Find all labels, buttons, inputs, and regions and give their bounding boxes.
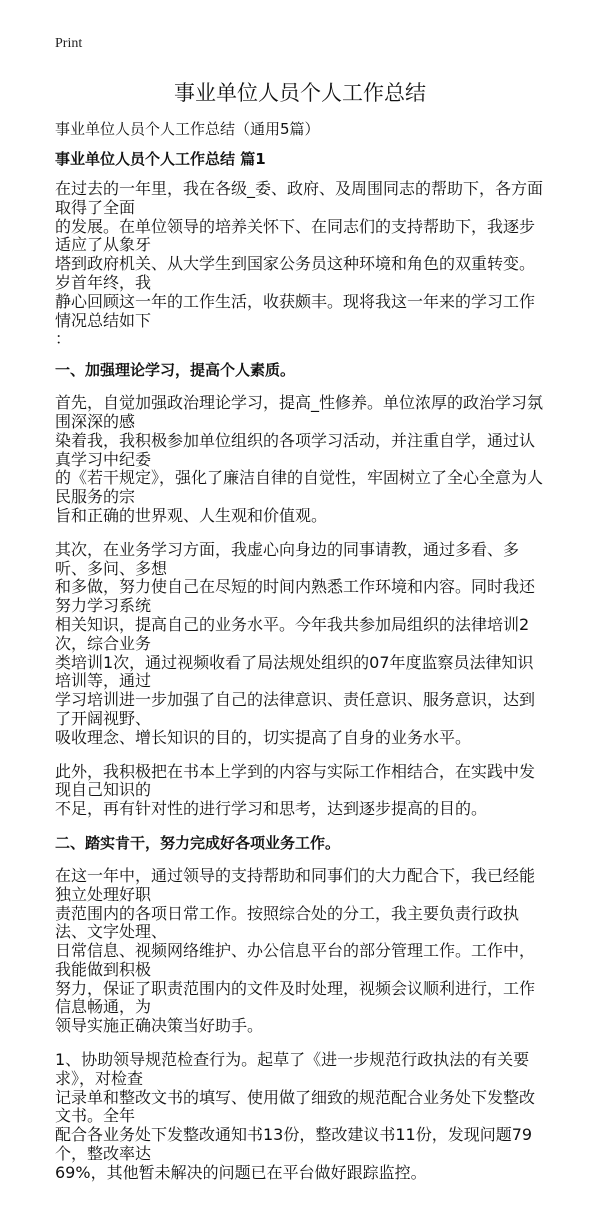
paragraph-line: 在过去的一年里，我在各级_委、政府、及周围同志的帮助下，各方面取得了全面 xyxy=(55,179,544,217)
document-subtitle: 事业单位人员个人工作总结（通用5篇） xyxy=(55,120,320,138)
paragraph xyxy=(55,180,548,349)
paragraph xyxy=(55,394,548,526)
article-heading: 事业单位人员个人工作总结 篇1 xyxy=(55,150,266,168)
paragraph-line: 的发展。在单位领导的培养关怀下、在同志们的支持帮助下，我逐步适应了从象牙 xyxy=(55,216,536,255)
paragraph-line: 的《若干规定》，强化了廉洁自律的自觉性，牢固树立了全心全意为人民服务的宗 xyxy=(55,468,544,507)
paragraph-line: 在这一年中，通过领导的支持帮助和同事们的大力配合下，我已经能独立处理好职 xyxy=(55,865,536,904)
paragraph-line: 首先，自觉加强政治理论学习，提高_性修养。单位浓厚的政治学习氛围深深的感 xyxy=(55,393,544,431)
paragraph-line: 相关知识，提高自己的业务水平。今年我共参加局组织的法律培训2次，综合业务 xyxy=(55,614,530,653)
paragraph-line: 领导实施正确决策当好助手。 xyxy=(55,1016,264,1036)
paragraph xyxy=(55,867,548,1036)
paragraph-line: 配合各业务处下发整改通知书13份，整改建议书11份，发现问题79个，整改率达 xyxy=(55,1125,533,1164)
paragraph-line: 染着我，我积极参加单位组织的各项学习活动，并注重自学，通过认真学习中纪委 xyxy=(55,430,536,469)
paragraph-line: 旨和正确的世界观、人生观和价值观。 xyxy=(55,505,328,525)
paragraph xyxy=(55,1051,548,1183)
section-heading: 一、加强理论学习，提高个人素质。 xyxy=(55,361,296,380)
paragraph-line: 其次，在业务学习方面，我虚心向身边的同事请教，通过多看、多听、多问、多想 xyxy=(55,539,520,578)
paragraph-line: 类培训1次，通过视频收看了局法规处组织的07年度监察员法律知识培训等，通过 xyxy=(55,652,534,691)
paragraph-line: 日常信息、视频网络维护、办公信息平台的部分管理工作。工作中，我能做到积极 xyxy=(55,941,536,979)
paragraph-line: ： xyxy=(55,329,72,349)
paragraph xyxy=(55,541,548,748)
paragraph-line: 和多做，努力使自己在尽短的时间内熟悉工作环境和内容。同时我还努力学习系统 xyxy=(55,577,536,616)
paragraph-line: 1、协助领导规范检查行为。起草了《进一步规范行政执法的有关要求》，对检查 xyxy=(55,1050,530,1088)
document-title: 事业单位人员个人工作总结 xyxy=(174,81,426,105)
paragraph-line: 吸收理念、增长知识的目的，切实提高了自身的业务水平。 xyxy=(55,727,472,747)
paragraph-line: 69%，其他暂未解决的问题已在平台做好跟踪监控。 xyxy=(55,1162,427,1182)
paragraph-line: 不足，再有针对性的进行学习和思考，达到逐步提高的目的。 xyxy=(55,799,488,819)
paragraph xyxy=(55,763,548,819)
print-link[interactable]: Print xyxy=(55,36,83,51)
paragraph-line: 记录单和整改文书的填写、使用做了细致的规范配合业务处下发整改文书。全年 xyxy=(55,1087,536,1126)
section-heading: 二、踏实肯干，努力完成好各项业务工作。 xyxy=(55,833,341,852)
paragraph-line: 责范围内的各项日常工作。按照综合处的分工，我主要负责行政执法、文字处理、 xyxy=(55,903,520,942)
paragraph-line: 学习培训进一步加强了自己的法律意识、责任意识、服务意识，达到了开阔视野、 xyxy=(55,690,536,728)
paragraph-line: 静心回顾这一年的工作生活，收获颇丰。现将我这一年来的学习工作情况总结如下 xyxy=(55,291,536,330)
paragraph-line: 塔到政府机关、从大学生到国家公务员这种环境和角色的双重转变。岁首年终，我 xyxy=(55,254,536,292)
paragraph-line: 此外，我积极把在书本上学到的内容与实际工作相结合，在实践中发现自己知识的 xyxy=(55,761,536,800)
paragraph-line: 努力，保证了职责范围内的文件及时处理，视频会议顺利进行，工作信息畅通，为 xyxy=(55,978,536,1017)
